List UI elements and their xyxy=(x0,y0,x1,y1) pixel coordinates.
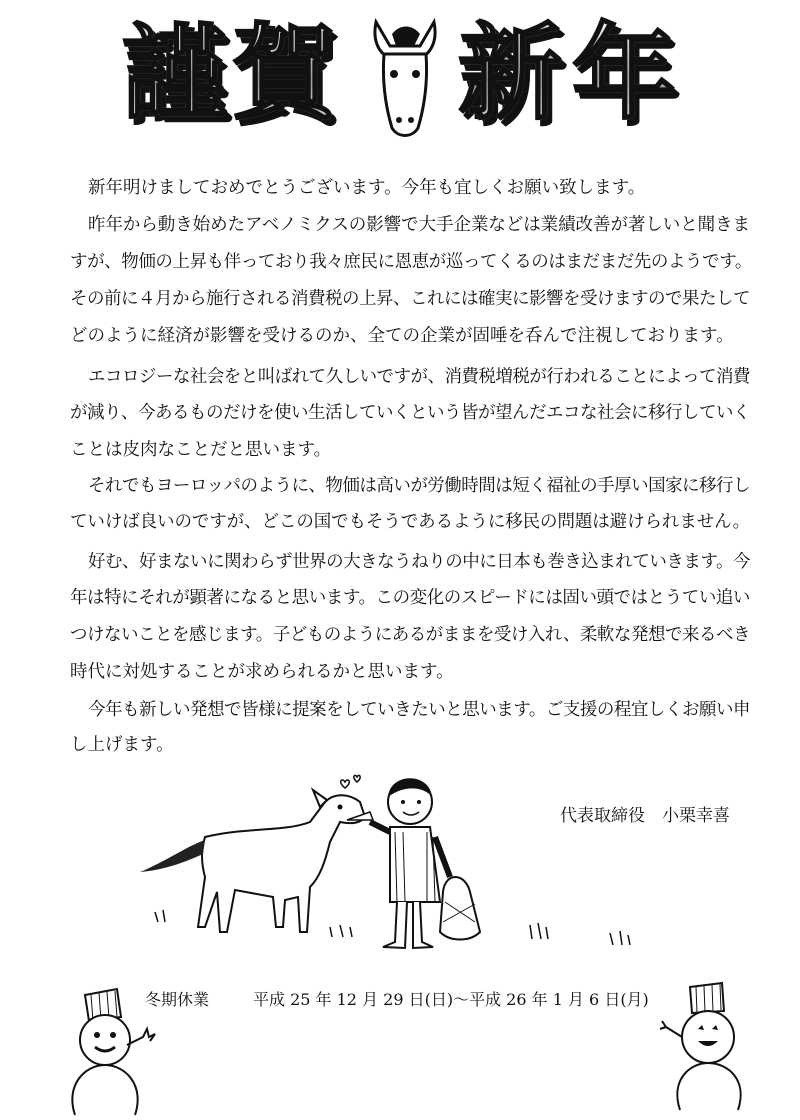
body-line: ことは皮肉なことだと思います。 xyxy=(70,440,332,460)
body-line: し上げます。 xyxy=(70,735,174,755)
body-line: が減り、今あるものだけを使い生活していくという皆が望んだエコな社会に移行していく xyxy=(70,403,750,423)
body-line: 好む、好まないに関わらず世界の大きなうねりの中に日本も巻き込まれていきます。今 xyxy=(88,552,750,572)
title-char-ga: 賀 xyxy=(232,12,337,134)
holiday-period: 平成 25 年 12 月 29 日(日)～平成 26 年 1 月 6 日(月) xyxy=(253,990,649,1009)
body-line: 新年明けましておめでとうございます。今年も宜しくお願い致します。 xyxy=(88,178,646,198)
body-line: つけないことを感じます。子どものようにあるがままを受け入れ、柔軟な発想で来るべき xyxy=(70,625,751,645)
snowman-right-illustration xyxy=(650,975,750,1115)
body-line: その前に４月から施行される消費税の上昇、これには確実に影響を受けますので果たして xyxy=(70,289,750,309)
body-line: 昨年から動き始めたアベノミクスの影響で大手企業などは業績改善が著しいと聞きま xyxy=(88,215,750,235)
signature xyxy=(560,801,730,826)
horse-and-boy-illustration xyxy=(135,762,535,962)
body-line: 年は特にそれが顕著になると思います。この変化のスピードには固い頭ではとうてい追い xyxy=(70,588,750,608)
title-char-nen: 年 xyxy=(572,12,677,134)
title-char-shin: 新 xyxy=(458,12,563,134)
body-line: エコロジーな社会をと叫ばれて久しいですが、消費税増税が行われることによって消費 xyxy=(88,367,750,387)
body-line: すが、物価の上昇も伴っており我々庶民に恩恵が巡ってくるのはまだまだ先のようです。 xyxy=(70,252,752,272)
body-line: 今年も新しい発想で皆様に提案をしていきたいと思います。ご支援の程宜しくお願い申 xyxy=(88,700,750,720)
body-line: 時代に対処することが求められるかと思います。 xyxy=(70,662,454,682)
signature-title: 代表取締役 xyxy=(560,806,645,826)
body-line: どのように経済が影響を受けるのか、全ての企業が固唾を呑んで注視しております。 xyxy=(70,326,734,346)
horse-head-icon xyxy=(362,12,448,142)
signature-name: 小栗幸喜 xyxy=(662,806,730,826)
snowman-left-illustration xyxy=(65,985,165,1120)
body-line: それでもヨーロッパのように、物価は高いが労働時間は短く福祉の手厚い国家に移行し xyxy=(88,476,750,496)
body-line: ていけば良いのですが、どこの国でもそうであるように移民の問題は避けられません。 xyxy=(70,512,750,532)
title-char-kin: 謹 xyxy=(122,12,227,134)
grass-tufts xyxy=(520,915,650,955)
holiday-label: 冬期休業 xyxy=(145,990,210,1009)
